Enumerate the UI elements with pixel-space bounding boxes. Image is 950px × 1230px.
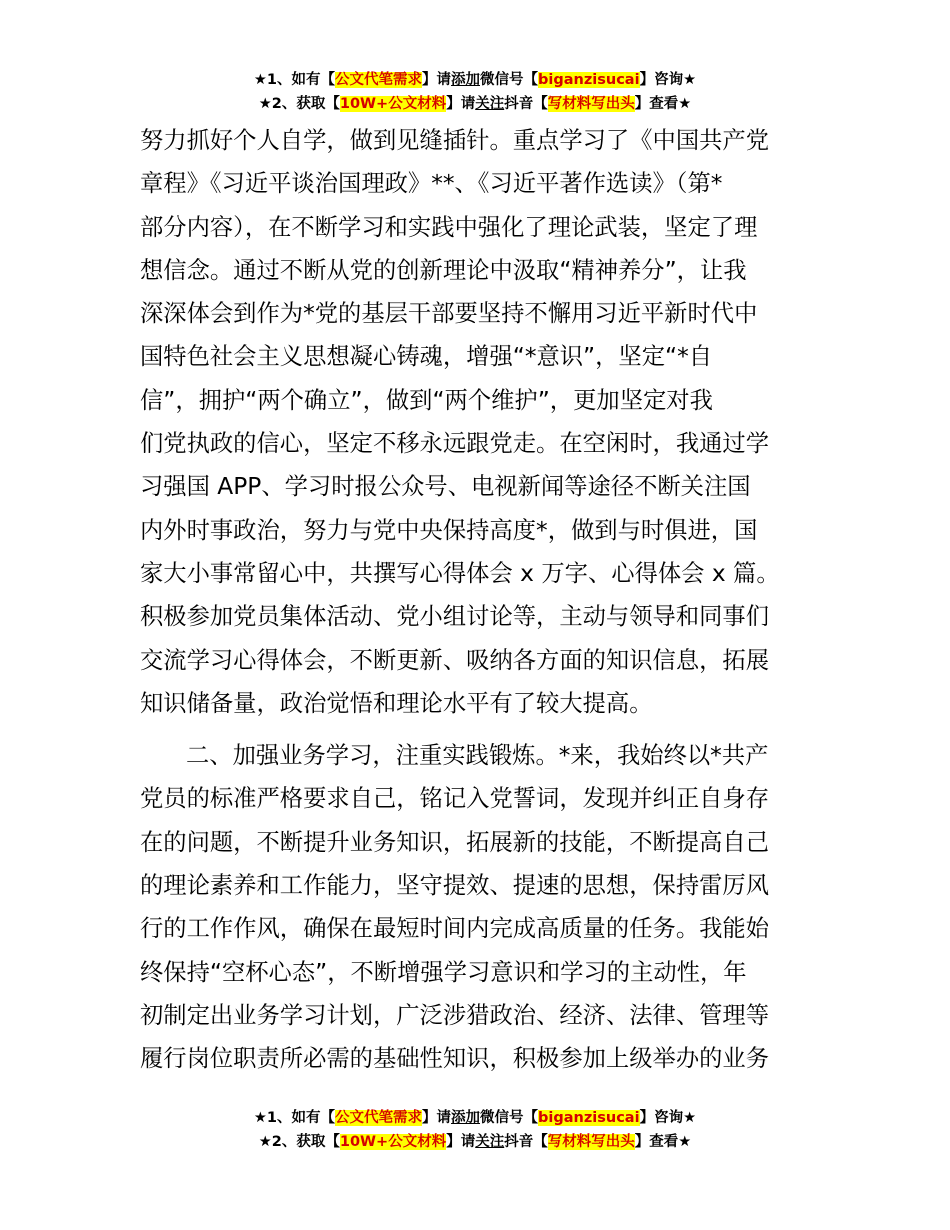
body-line: 章程》《习近平谈治国理政》**、《习近平著作选读》（第* xyxy=(140,170,723,198)
header-banner xyxy=(0,68,950,116)
banner-text: 抖音【 xyxy=(504,96,548,112)
body-line: 信”，拥护“两个确立”，做到“两个维护”，更加坚定对我 xyxy=(140,386,713,414)
banner-text: 抖音【 xyxy=(504,1134,548,1150)
body-line: 在的问题，不断提升业务知识，拓展新的技能，不断提高自己 xyxy=(140,828,770,856)
banner-text: ★1、如有【 xyxy=(253,1110,336,1126)
banner-highlight: 公文代笔需求 xyxy=(335,1110,423,1126)
banner-line-2 xyxy=(0,92,950,116)
banner-text: 】咨询★ xyxy=(639,1110,697,1126)
document-body xyxy=(140,119,815,1081)
body-line: 终保持“空杯心态”，不断增强学习意识和学习的主动性，年 xyxy=(140,958,747,986)
banner-highlight: biganzisucai xyxy=(538,1110,640,1126)
body-line: 积极参加党员集体活动、党小组讨论等，主动与领导和同事们 xyxy=(140,603,770,631)
banner-highlight: 10W+公文材料 xyxy=(339,1134,447,1150)
body-line: 履行岗位职责所必需的基础性知识，积极参加上级举办的业务 xyxy=(140,1045,770,1073)
body-line: 知识储备量，政治觉悟和理论水平有了较大提高。 xyxy=(140,689,653,717)
banner-underline: 添加 xyxy=(451,72,481,88)
body-line: 内外时事政治，努力与党中央保持高度*，做到与时俱进，国 xyxy=(140,516,758,544)
banner-highlight: 公文代笔需求 xyxy=(335,72,423,88)
banner-text: 】请 xyxy=(422,1110,452,1126)
body-line: 国特色社会主义思想凝心铸魂，增强“*意识”，坚定“*自 xyxy=(140,343,713,371)
banner-line-2 xyxy=(0,1130,950,1154)
banner-highlight: 写材料写出头 xyxy=(547,1134,635,1150)
body-line: 们党执政的信心，坚定不移永远跟党走。在空闲时，我通过学 xyxy=(140,430,770,458)
body-line: 的理论素养和工作能力，坚守提效、提速的思想，保持雷厉风 xyxy=(140,872,770,900)
banner-text: 】请 xyxy=(422,72,452,88)
body-line: 习强国 APP、学习时报公众号、电视新闻等途径不断关注国 xyxy=(140,473,751,501)
body-line: 想信念。通过不断从党的创新理论中汲取“精神养分”，让我 xyxy=(140,256,747,284)
banner-highlight: 10W+公文材料 xyxy=(339,96,447,112)
banner-text: 】请 xyxy=(446,96,476,112)
banner-text: 微信号【 xyxy=(480,1110,539,1126)
body-line: 家大小事常留心中，共撰写心得体会 x 万字、心得体会 x 篇。 xyxy=(140,559,780,587)
banner-text: 】查看★ xyxy=(634,96,692,112)
banner-text: 】咨询★ xyxy=(639,72,697,88)
banner-underline: 关注 xyxy=(475,1134,505,1150)
body-line: 部分内容），在不断学习和实践中强化了理论武装，坚定了理 xyxy=(140,213,758,241)
banner-text: 微信号【 xyxy=(480,72,539,88)
banner-text: ★2、获取【 xyxy=(258,1134,340,1150)
banner-line-1 xyxy=(0,68,950,92)
body-line: 初制定出业务学习计划，广泛涉猎政治、经济、法律、管理等 xyxy=(140,1001,770,1029)
footer-banner xyxy=(0,1106,950,1154)
banner-text: ★2、获取【 xyxy=(258,96,340,112)
body-line: 交流学习心得体会，不断更新、吸纳各方面的知识信息，拓展 xyxy=(140,646,770,674)
banner-text: 】查看★ xyxy=(634,1134,692,1150)
banner-highlight: 写材料写出头 xyxy=(547,96,635,112)
section-heading-line: 二、加强业务学习，注重实践锻炼。*来，我始终以*共产 xyxy=(186,742,769,770)
body-line: 深深体会到作为*党的基层干部要坚持不懈用习近平新时代中 xyxy=(140,300,758,328)
body-line: 行的工作作风，确保在最短时间内完成高质量的任务。我能始 xyxy=(140,915,770,943)
banner-underline: 添加 xyxy=(451,1110,481,1126)
banner-text: 】请 xyxy=(446,1134,476,1150)
banner-text: ★1、如有【 xyxy=(253,72,336,88)
body-line: 党员的标准严格要求自己，铭记入党誓词，发现并纠正自身存 xyxy=(140,785,770,813)
banner-line-1 xyxy=(0,1106,950,1130)
banner-underline: 关注 xyxy=(475,96,505,112)
body-line: 努力抓好个人自学，做到见缝插针。重点学习了《中国共产党 xyxy=(140,127,770,154)
banner-highlight: biganzisucai xyxy=(538,72,640,88)
